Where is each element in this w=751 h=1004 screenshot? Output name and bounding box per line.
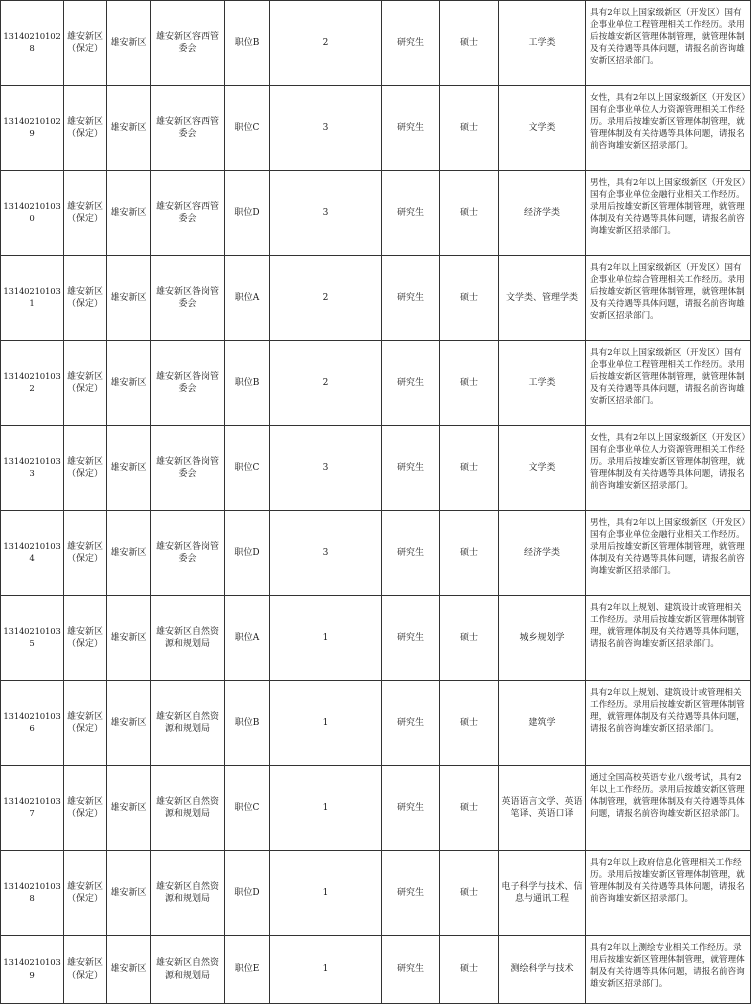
- position-code: 131402101034: [1, 511, 64, 596]
- major-cell: 工学类: [499, 341, 586, 426]
- position-code: 131402101037: [1, 766, 64, 851]
- unit-cell: 雄安新区自然资源和规划局: [151, 766, 225, 851]
- count-cell: 1: [270, 681, 382, 766]
- degree-cell: 硕士: [440, 341, 499, 426]
- education-cell: 研究生: [382, 86, 440, 171]
- degree-cell: 硕士: [440, 766, 499, 851]
- district-cell: 雄安新区: [107, 511, 151, 596]
- table-row: [1, 766, 751, 851]
- position-cell: 职位B: [225, 341, 270, 426]
- unit-cell: 雄安新区自然资源和规划局: [151, 851, 225, 936]
- unit-cell: 雄安新区昝岗管委会: [151, 426, 225, 511]
- degree-cell: 硕士: [440, 681, 499, 766]
- position-cell: 职位A: [225, 256, 270, 341]
- count-cell: 1: [270, 766, 382, 851]
- major-cell: 文学类: [499, 86, 586, 171]
- district-cell: 雄安新区: [107, 171, 151, 256]
- table-row: [1, 681, 751, 766]
- unit-cell: 雄安新区昝岗管委会: [151, 256, 225, 341]
- count-cell: 3: [270, 86, 382, 171]
- table-row: [1, 426, 751, 511]
- degree-cell: 硕士: [440, 851, 499, 936]
- unit-cell: 雄安新区自然资源和规划局: [151, 936, 225, 1004]
- district-cell: 雄安新区: [107, 766, 151, 851]
- degree-cell: 硕士: [440, 511, 499, 596]
- position-cell: 职位B: [225, 681, 270, 766]
- position-code: 131402101029: [1, 86, 64, 171]
- location-cell: 雄安新区（保定）: [64, 426, 107, 511]
- count-cell: 3: [270, 171, 382, 256]
- unit-cell: 雄安新区容西管委会: [151, 1, 225, 86]
- education-cell: 研究生: [382, 681, 440, 766]
- district-cell: 雄安新区: [107, 1, 151, 86]
- table-body: [1, 1, 751, 1004]
- location-cell: 雄安新区（保定）: [64, 511, 107, 596]
- table-row: [1, 851, 751, 936]
- requirement-cell: 女性，具有2年以上国家级新区（开发区）国有企事业单位人力资源管理相关工作经历。录用后按雄安新区管理体制管理，就管理体制及有关待遇等具体问题，请报名前咨询雄安新区招录部门。: [586, 426, 751, 511]
- location-cell: 雄安新区（保定）: [64, 936, 107, 1004]
- position-code: 131402101028: [1, 1, 64, 86]
- major-cell: 工学类: [499, 1, 586, 86]
- degree-cell: 硕士: [440, 1, 499, 86]
- position-code: 131402101032: [1, 341, 64, 426]
- count-cell: 3: [270, 511, 382, 596]
- major-cell: 城乡规划学: [499, 596, 586, 681]
- major-cell: 文学类、管理学类: [499, 256, 586, 341]
- district-cell: 雄安新区: [107, 596, 151, 681]
- count-cell: 1: [270, 851, 382, 936]
- major-cell: 文学类: [499, 426, 586, 511]
- district-cell: 雄安新区: [107, 851, 151, 936]
- position-code: 131402101031: [1, 256, 64, 341]
- table-row: [1, 936, 751, 1004]
- education-cell: 研究生: [382, 596, 440, 681]
- position-code: 131402101035: [1, 596, 64, 681]
- education-cell: 研究生: [382, 256, 440, 341]
- requirement-cell: 具有2年以上国家级新区（开发区）国有企事业单位工程管理相关工作经历。录用后按雄安新区管理体制管理，就管理体制及有关待遇等具体问题，请报名前咨询雄安新区招录部门。: [586, 1, 751, 86]
- position-cell: 职位E: [225, 936, 270, 1004]
- education-cell: 研究生: [382, 936, 440, 1004]
- major-cell: 英语语言文学、英语笔译、英语口译: [499, 766, 586, 851]
- requirement-cell: 男性，具有2年以上国家级新区（开发区）国有企事业单位金融行业相关工作经历。录用后按雄安新区管理体制管理，就管理体制及有关待遇等具体问题，请报名前咨询雄安新区招录部门。: [586, 511, 751, 596]
- unit-cell: 雄安新区自然资源和规划局: [151, 596, 225, 681]
- position-code: 131402101038: [1, 851, 64, 936]
- requirement-cell: 通过全国高校英语专业八级考试，具有2年以上工作经历。录用后按雄安新区管理体制管理，就管理体制及有关待遇等具体问题，请报名前咨询雄安新区招录部门。: [586, 766, 751, 851]
- table-row: [1, 511, 751, 596]
- table-row: [1, 86, 751, 171]
- location-cell: 雄安新区（保定）: [64, 1, 107, 86]
- requirement-cell: 男性，具有2年以上国家级新区（开发区）国有企事业单位金融行业相关工作经历。录用后按雄安新区管理体制管理，就管理体制及有关待遇等具体问题，请报名前咨询雄安新区招录部门。: [586, 171, 751, 256]
- location-cell: 雄安新区（保定）: [64, 341, 107, 426]
- major-cell: 经济学类: [499, 171, 586, 256]
- location-cell: 雄安新区（保定）: [64, 256, 107, 341]
- position-cell: 职位C: [225, 86, 270, 171]
- requirement-cell: 具有2年以上测绘专业相关工作经历。录用后按雄安新区管理体制管理，就管理体制及有关待遇等具体问题，请报名前咨询雄安新区招录部门。: [586, 936, 751, 1004]
- major-cell: 经济学类: [499, 511, 586, 596]
- table-row: [1, 596, 751, 681]
- table-row: [1, 1, 751, 86]
- count-cell: 3: [270, 426, 382, 511]
- unit-cell: 雄安新区容西管委会: [151, 171, 225, 256]
- education-cell: 研究生: [382, 511, 440, 596]
- position-cell: 职位B: [225, 1, 270, 86]
- location-cell: 雄安新区（保定）: [64, 171, 107, 256]
- education-cell: 研究生: [382, 766, 440, 851]
- location-cell: 雄安新区（保定）: [64, 681, 107, 766]
- requirement-cell: 具有2年以上政府信息化管理相关工作经历。录用后按雄安新区管理体制管理，就管理体制及有关待遇等具体问题，请报名前咨询雄安新区招录部门。: [586, 851, 751, 936]
- degree-cell: 硕士: [440, 171, 499, 256]
- requirement-cell: 具有2年以上规划、建筑设计或管理相关工作经历。录用后按雄安新区管理体制管理，就管理体制及有关待遇等具体问题，请报名前咨询雄安新区招录部门。: [586, 681, 751, 766]
- unit-cell: 雄安新区昝岗管委会: [151, 511, 225, 596]
- table-row: [1, 341, 751, 426]
- location-cell: 雄安新区（保定）: [64, 596, 107, 681]
- requirement-cell: 具有2年以上国家级新区（开发区）国有企事业单位综合管理相关工作经历。录用后按雄安新区管理体制管理，就管理体制及有关待遇等具体问题，请报名前咨询雄安新区招录部门。: [586, 256, 751, 341]
- major-cell: 测绘科学与技术: [499, 936, 586, 1004]
- location-cell: 雄安新区（保定）: [64, 851, 107, 936]
- requirement-cell: 具有2年以上规划、建筑设计或管理相关工作经历。录用后按雄安新区管理体制管理，就管理体制及有关待遇等具体问题，请报名前咨询雄安新区招录部门。: [586, 596, 751, 681]
- district-cell: 雄安新区: [107, 426, 151, 511]
- major-cell: 建筑学: [499, 681, 586, 766]
- education-cell: 研究生: [382, 851, 440, 936]
- unit-cell: 雄安新区昝岗管委会: [151, 341, 225, 426]
- location-cell: 雄安新区（保定）: [64, 86, 107, 171]
- education-cell: 研究生: [382, 1, 440, 86]
- education-cell: 研究生: [382, 341, 440, 426]
- position-cell: 职位D: [225, 511, 270, 596]
- position-code: 131402101036: [1, 681, 64, 766]
- position-cell: 职位D: [225, 851, 270, 936]
- education-cell: 研究生: [382, 171, 440, 256]
- district-cell: 雄安新区: [107, 341, 151, 426]
- table-row: [1, 256, 751, 341]
- degree-cell: 硕士: [440, 86, 499, 171]
- count-cell: 2: [270, 256, 382, 341]
- position-code: 131402101039: [1, 936, 64, 1004]
- count-cell: 1: [270, 936, 382, 1004]
- table-row: [1, 171, 751, 256]
- district-cell: 雄安新区: [107, 681, 151, 766]
- position-cell: 职位C: [225, 426, 270, 511]
- unit-cell: 雄安新区容西管委会: [151, 86, 225, 171]
- requirement-cell: 女性，具有2年以上国家级新区（开发区）国有企事业单位人力资源管理相关工作经历。录用后按雄安新区管理体制管理，就管理体制及有关待遇等具体问题，请报名前咨询雄安新区招录部门。: [586, 86, 751, 171]
- district-cell: 雄安新区: [107, 936, 151, 1004]
- degree-cell: 硕士: [440, 256, 499, 341]
- degree-cell: 硕士: [440, 426, 499, 511]
- position-code: 131402101030: [1, 171, 64, 256]
- location-cell: 雄安新区（保定）: [64, 766, 107, 851]
- position-cell: 职位D: [225, 171, 270, 256]
- degree-cell: 硕士: [440, 936, 499, 1004]
- requirement-cell: 具有2年以上国家级新区（开发区）国有企事业单位工程管理相关工作经历。录用后按雄安新区管理体制管理，就管理体制及有关待遇等具体问题，请报名前咨询雄安新区招录部门。: [586, 341, 751, 426]
- position-code: 131402101033: [1, 426, 64, 511]
- education-cell: 研究生: [382, 426, 440, 511]
- degree-cell: 硕士: [440, 596, 499, 681]
- count-cell: 2: [270, 1, 382, 86]
- count-cell: 1: [270, 596, 382, 681]
- district-cell: 雄安新区: [107, 256, 151, 341]
- position-cell: 职位C: [225, 766, 270, 851]
- major-cell: 电子科学与技术、信息与通讯工程: [499, 851, 586, 936]
- count-cell: 2: [270, 341, 382, 426]
- unit-cell: 雄安新区自然资源和规划局: [151, 681, 225, 766]
- district-cell: 雄安新区: [107, 86, 151, 171]
- position-cell: 职位A: [225, 596, 270, 681]
